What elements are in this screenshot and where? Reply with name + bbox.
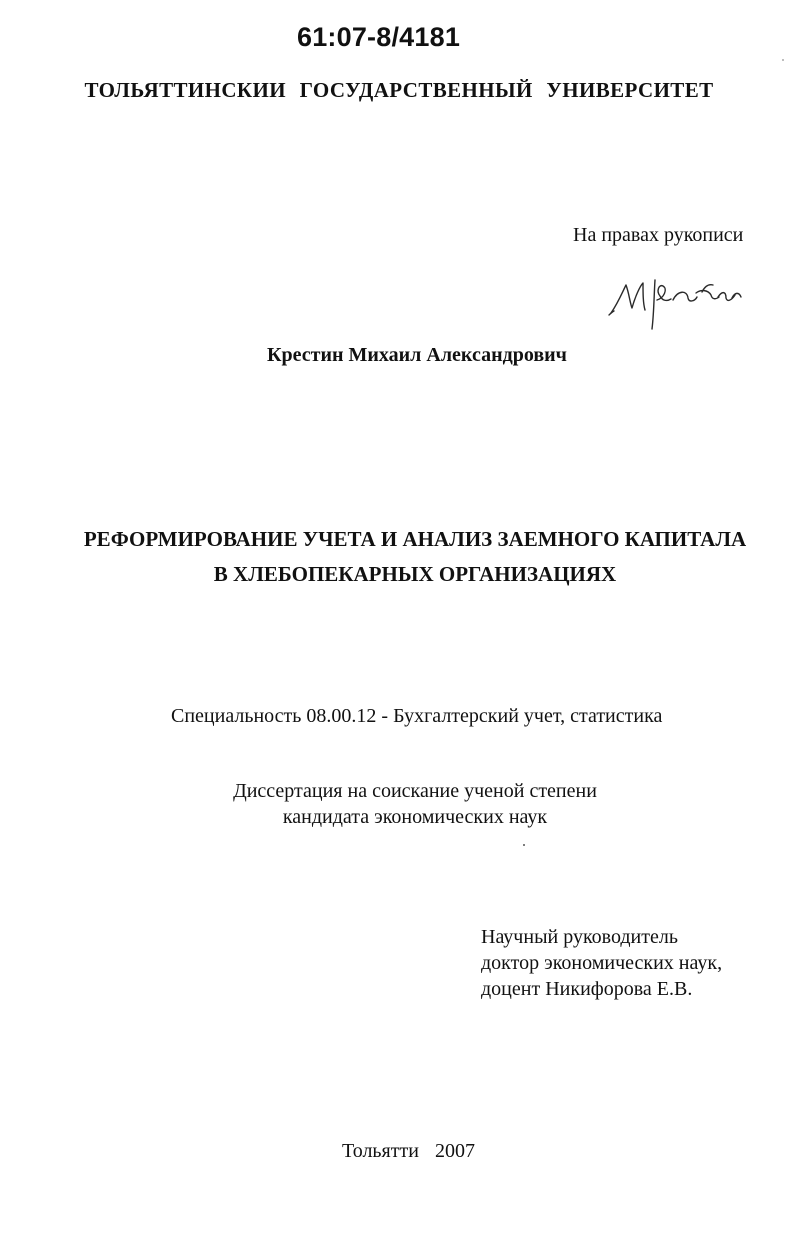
author-name: Крестин Михаил Александрович bbox=[267, 344, 567, 366]
catalog-code: 61:07-8/4181 bbox=[297, 22, 461, 52]
degree-statement bbox=[0, 778, 798, 830]
place-and-year bbox=[342, 1140, 475, 1163]
scan-speck bbox=[523, 844, 525, 846]
title-line: РЕФОРМИРОВАНИЕ УЧЕТА И АНАЛИЗ ЗАЕМНОГО КАПИТАЛА bbox=[83, 527, 747, 551]
supervisor-block bbox=[481, 924, 722, 1002]
rights-notice: На правах рукописи bbox=[573, 224, 744, 246]
scan-speck bbox=[782, 59, 784, 61]
degree-line: кандидата экономических наук bbox=[282, 806, 548, 828]
university-name: ТОЛЬЯТТИНСКИИ ГОСУДАРСТВЕННЫЙ УНИВЕРСИТЕТ bbox=[84, 78, 714, 102]
title-line: В ХЛЕБОПЕКАРНЫХ ОРГАНИЗАЦИЯХ bbox=[213, 562, 617, 586]
year: 2007 bbox=[434, 1140, 475, 1162]
specialty-line: Специальность 08.00.12 - Бухгалтерский учет, статистика bbox=[171, 705, 663, 727]
supervisor-degree: доктор экономических наук, bbox=[481, 952, 723, 974]
dissertation-title bbox=[0, 522, 798, 592]
city: Тольятти bbox=[342, 1140, 419, 1162]
handwritten-signature bbox=[605, 255, 745, 335]
supervisor-name: доцент Никифорова Е.В. bbox=[481, 978, 693, 1000]
degree-line: Диссертация на соискание ученой степени bbox=[233, 780, 597, 802]
supervisor-role: Научный руководитель bbox=[481, 926, 678, 948]
